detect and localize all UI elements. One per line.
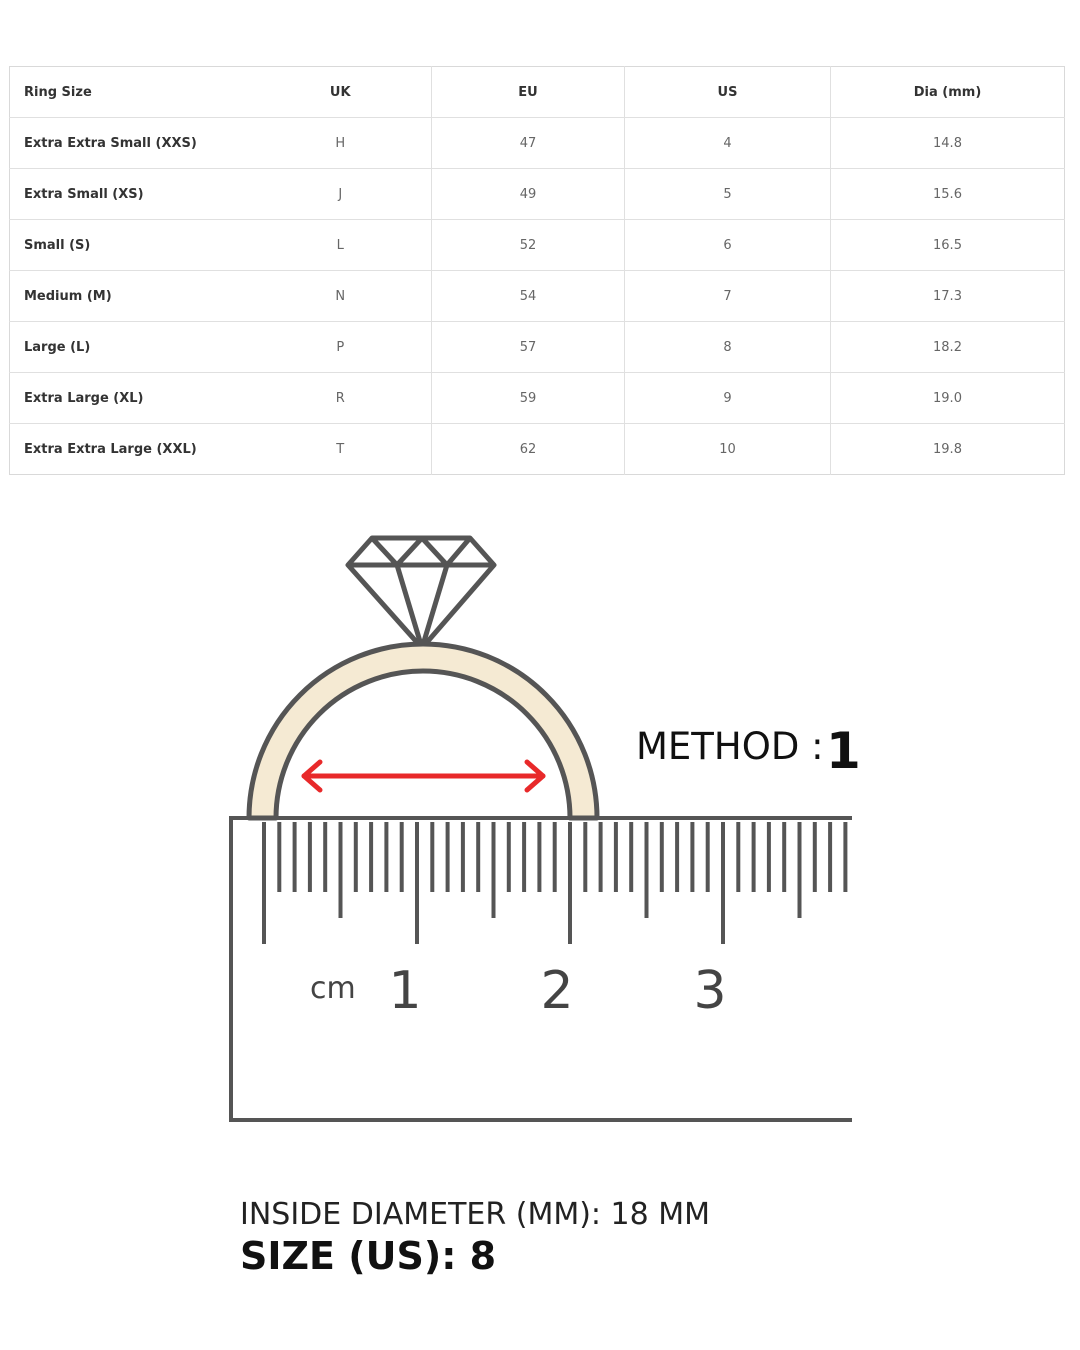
cell-uk: T	[336, 441, 345, 457]
inside-diameter-text: INSIDE DIAMETER (MM): 18 MM	[240, 1197, 711, 1232]
cell-eu: 49	[432, 169, 625, 220]
table-row	[10, 169, 1065, 220]
cell-us: 5	[625, 169, 831, 220]
cell-eu: 59	[432, 373, 625, 424]
table-row	[10, 373, 1065, 424]
table-row	[10, 220, 1065, 271]
table-row	[10, 118, 1065, 169]
cell-dia: 17.3	[831, 271, 1065, 322]
header-ring-size: Ring Size	[10, 67, 250, 118]
us-size-text: SIZE (US): 8	[240, 1234, 497, 1278]
cell-ring-size: Small (S)	[10, 220, 250, 271]
ruler-ticks	[264, 822, 845, 944]
cell-ring-size: Extra Extra Large (XXL)	[24, 441, 197, 457]
table-row	[10, 271, 1065, 322]
table-row	[10, 322, 1065, 373]
ring-ruler-illustration	[0, 500, 1080, 1160]
header-dia: Dia (mm)	[831, 67, 1065, 118]
cell-uk: P	[250, 322, 432, 373]
table-row	[10, 424, 1065, 475]
cell-eu: 57	[432, 322, 625, 373]
cell-ring-size: Extra Extra Small (XXS)	[10, 118, 250, 169]
ruler-number-3: 3	[693, 961, 727, 1021]
cell-eu: 52	[432, 220, 625, 271]
header-us: US	[625, 67, 831, 118]
cell-dia: 19.0	[831, 373, 1065, 424]
cell-us: 9	[625, 373, 831, 424]
ruler-unit-label: cm	[310, 971, 356, 1006]
cell-us: 8	[625, 322, 831, 373]
cell-dia: 16.5	[831, 220, 1065, 271]
header-uk: UK	[250, 67, 432, 118]
cell-dia: 15.6	[831, 169, 1065, 220]
cell-eu: 62	[432, 424, 625, 475]
cell-us: 10	[625, 424, 831, 475]
cell-us: 7	[625, 271, 831, 322]
ring-band	[249, 644, 597, 818]
ruler-number-2: 2	[540, 961, 574, 1021]
method-label: METHOD :	[636, 725, 824, 768]
diameter-arrow	[304, 762, 543, 790]
cell-uk: J	[250, 169, 432, 220]
header-eu: EU	[432, 67, 625, 118]
table-header-row	[10, 67, 1065, 118]
cell-eu: 47	[432, 118, 625, 169]
cell-us: 4	[625, 118, 831, 169]
cell-dia: 14.8	[831, 118, 1065, 169]
ring-size-table	[9, 66, 1065, 475]
cell-ring-size: Extra Small (XS)	[10, 169, 250, 220]
cell-uk: R	[250, 373, 432, 424]
diamond-icon	[348, 538, 494, 648]
cell-ring-size: Medium (M)	[10, 271, 250, 322]
ruler-number-1: 1	[388, 961, 422, 1021]
cell-uk: N	[250, 271, 432, 322]
method-number: 1	[826, 722, 861, 780]
cell-dia: 18.2	[831, 322, 1065, 373]
cell-us: 6	[625, 220, 831, 271]
cell-dia: 19.8	[831, 424, 1065, 475]
cell-uk: H	[250, 118, 432, 169]
cell-ring-size: Large (L)	[10, 322, 250, 373]
cell-eu: 54	[432, 271, 625, 322]
cell-ring-size: Extra Large (XL)	[10, 373, 250, 424]
cell-uk: L	[250, 220, 432, 271]
